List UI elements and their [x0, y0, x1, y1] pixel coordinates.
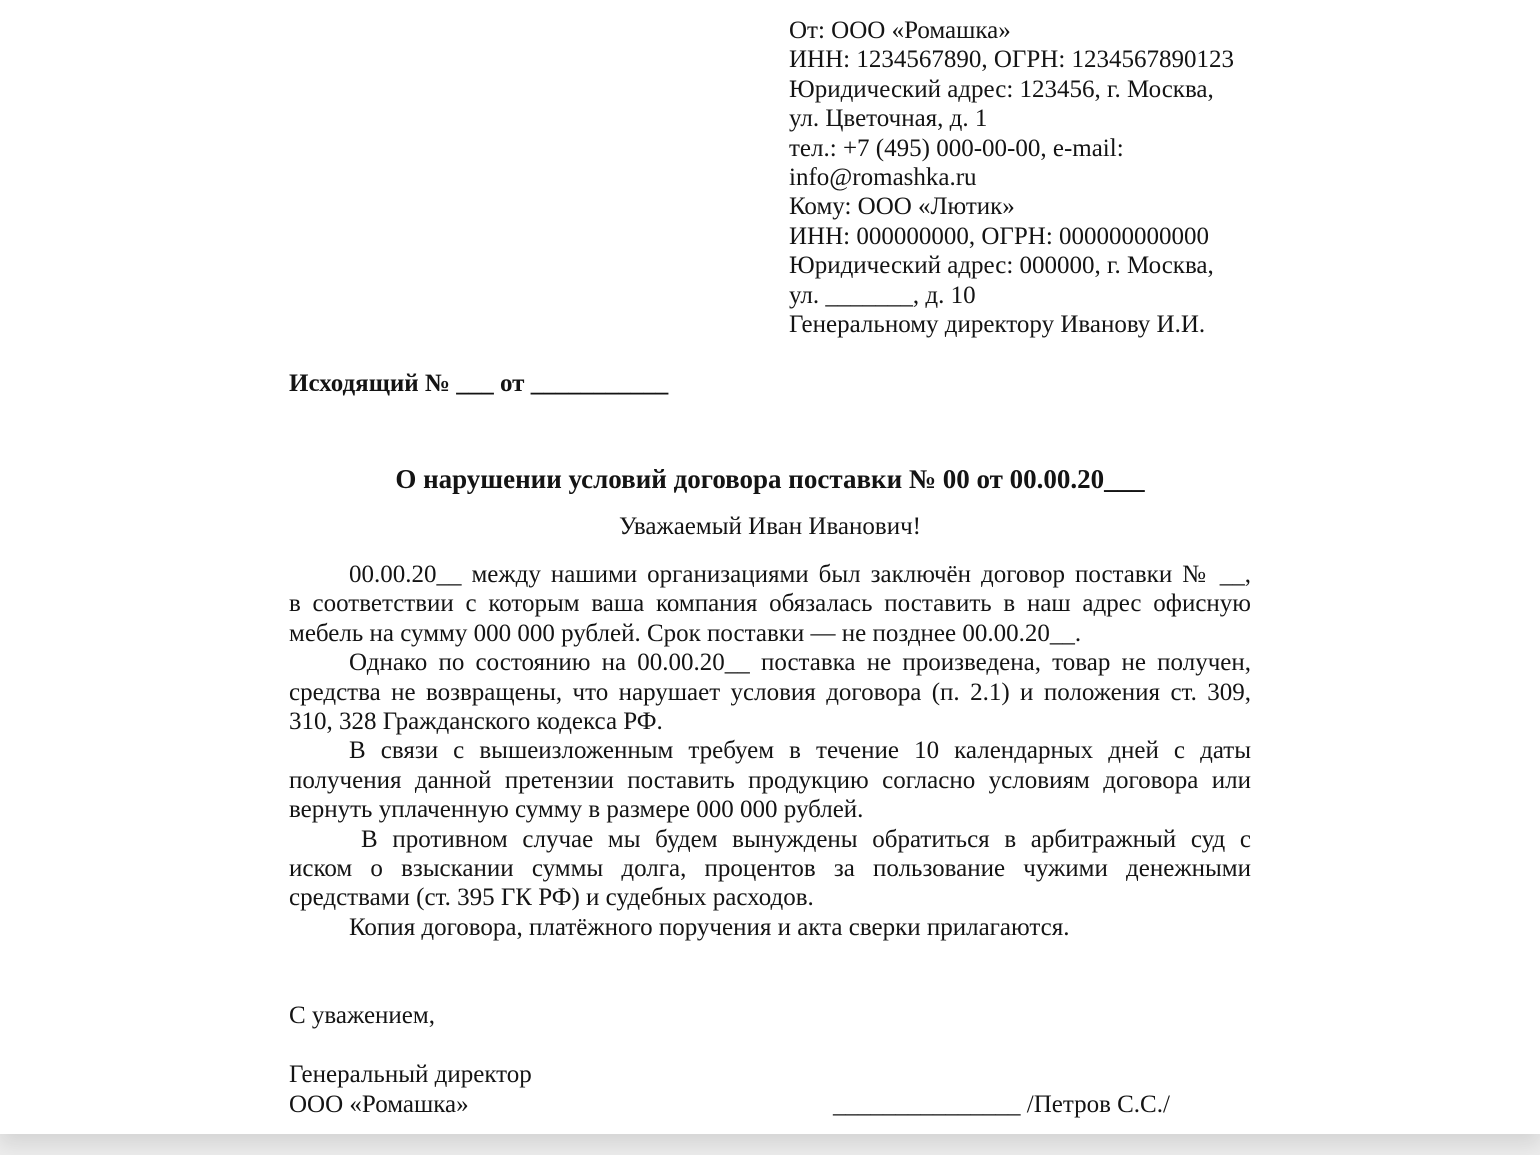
- closing-phrase: С уважением,: [289, 1002, 435, 1029]
- sender-line: От: ООО «Ромашка»: [789, 17, 1011, 44]
- sender-line: Юридический адрес: 123456, г. Москва,: [789, 75, 1214, 103]
- sender-line: ул. Цветочная, д. 1: [789, 105, 988, 133]
- sender-line: info@romashka.ru: [789, 164, 977, 192]
- sender-recipient-block: [789, 16, 1489, 339]
- outgoing-number: Исходящий № ___ от ___________: [289, 370, 669, 397]
- body-line: иском о взыскании суммы долга, процентов за пользование чужими денежными: [289, 854, 1251, 882]
- signer-position: Генеральный директор: [289, 1061, 532, 1088]
- sender-line: тел.: +7 (495) 000-00-00, e-mail:: [789, 134, 1124, 162]
- body-line: вернуть уплаченную сумму в размере 000 000 рублей.: [289, 796, 864, 824]
- sender-line: ИНН: 1234567890, ОГРН: 1234567890123: [789, 46, 1235, 74]
- body-line: В противном случае мы будем вынуждены обратиться в арбитражный суд с: [361, 825, 1251, 853]
- body-line: получения данной претензии поставить продукцию согласно условиям договора или: [289, 766, 1251, 794]
- signer-organization: ООО «Ромашка»: [289, 1091, 469, 1118]
- body-line: мебель на сумму 000 000 рублей. Срок поставки — не позднее 00.00.20__.: [289, 619, 1082, 647]
- recipient-line: Генеральному директору Иванову И.И.: [789, 311, 1206, 339]
- body-line: средствами (ст. 395 ГК РФ) и судебных расходов.: [289, 884, 814, 912]
- body-line: 00.00.20__ между нашими организациями был заключён договор поставки № __,: [349, 561, 1251, 588]
- recipient-line: ИНН: 000000000, ОГРН: 000000000000: [789, 222, 1210, 250]
- body-line: Однако по состоянию на 00.00.20__ поставка не произведена, товар не получен,: [349, 649, 1251, 677]
- letter-body: [289, 560, 1251, 942]
- body-line: в соответствии с которым ваша компания обязалась поставить в наш адрес офисную: [289, 590, 1251, 618]
- body-line: Копия договора, платёжного поручения и акта сверки прилагаются.: [349, 913, 1070, 941]
- body-line: средства не возвращены, что нарушает условия договора (п. 2.1) и положения ст. 309,: [289, 678, 1251, 706]
- body-line: 310, 328 Гражданского кодекса РФ.: [289, 707, 663, 735]
- recipient-line: Кому: ООО «Лютик»: [789, 193, 1015, 221]
- recipient-line: Юридический адрес: 000000, г. Москва,: [789, 252, 1214, 280]
- greeting: Уважаемый Иван Иванович!: [618, 513, 921, 540]
- signature-line: _______________ /Петров С.С./: [833, 1091, 1170, 1118]
- document-title: О нарушении условий договора поставки № 00 от 00.00.20___: [395, 464, 1145, 494]
- body-line: В связи с вышеизложенным требуем в течение 10 календарных дней с даты: [349, 737, 1251, 765]
- recipient-line: ул. _______, д. 10: [789, 281, 976, 309]
